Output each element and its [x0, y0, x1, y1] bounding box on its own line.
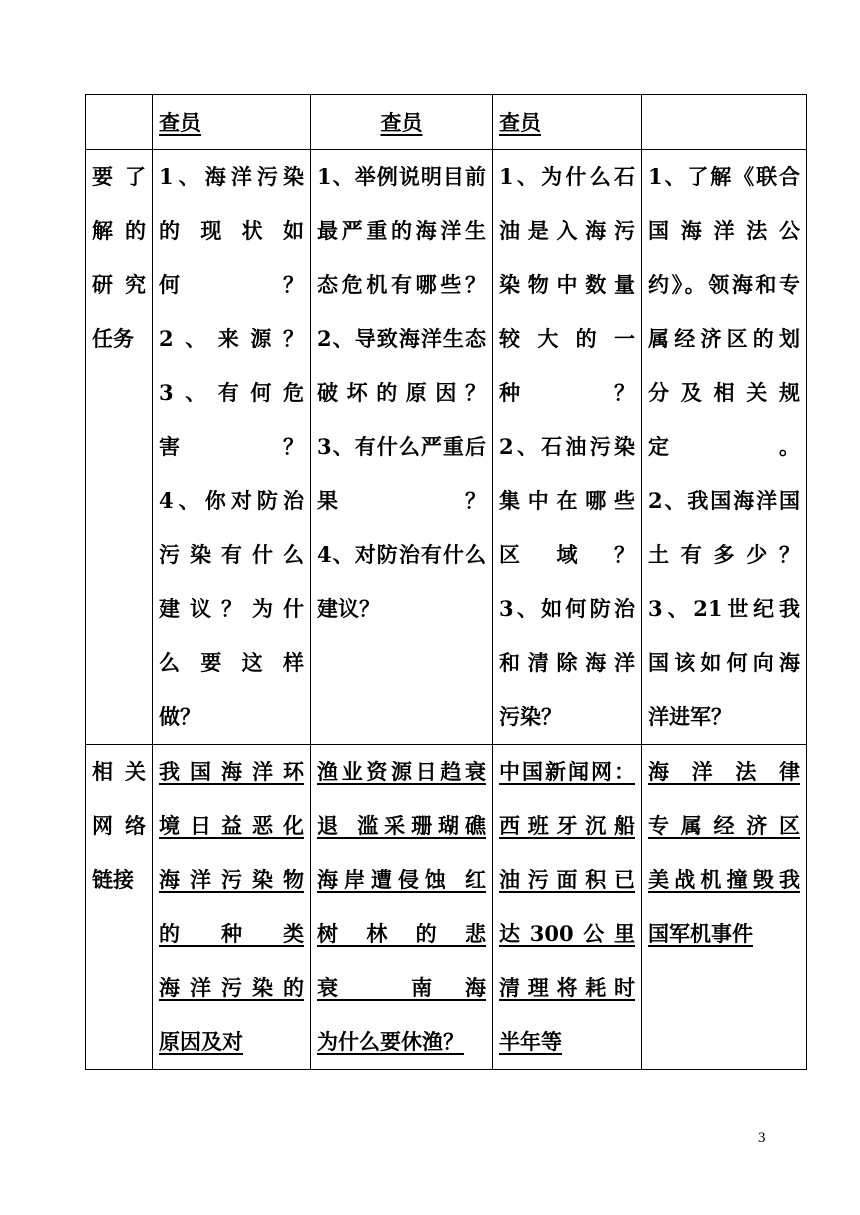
link-text[interactable]: 达300公里 [499, 921, 635, 946]
tasks-cell-col5 [642, 150, 807, 745]
text-line: 3、有什么严重后 [317, 434, 486, 459]
text-line: 破坏的原因？ [317, 380, 486, 405]
links-cell-col3[interactable] [311, 745, 493, 1070]
text-line: 建议？ [317, 596, 380, 621]
text-line: 土有多少？ [648, 542, 800, 567]
link-line[interactable] [317, 961, 486, 1015]
link-text[interactable]: 衰 南海 [317, 975, 486, 1000]
tasks-cell-col2 [153, 150, 311, 745]
text-line: 染物中数量 [499, 272, 635, 297]
links-row-label [86, 745, 153, 1070]
text-line: 和清除海洋 [499, 650, 635, 675]
text-line: 3、21世纪我 [648, 596, 800, 621]
link-text[interactable]: 海岸遭侵蚀 红 [317, 867, 486, 892]
link-line[interactable] [159, 799, 304, 853]
page-number: 3 [758, 1130, 766, 1146]
text-line: 解的 [92, 218, 146, 243]
link-line[interactable] [648, 907, 800, 961]
header-label: 查员 [159, 110, 201, 135]
link-line[interactable] [499, 799, 635, 853]
header-cell-5 [642, 95, 807, 150]
header-cell-3 [311, 95, 493, 150]
link-text[interactable]: 海洋污染物 [159, 867, 304, 892]
link-text[interactable]: 渔业资源日趋衰 [317, 759, 486, 784]
link-text[interactable]: 的种类 [159, 921, 304, 946]
link-text[interactable]: 海洋污染的 [159, 975, 304, 1000]
text-line: 分及相关规 [648, 380, 800, 405]
header-label: 查员 [499, 110, 541, 135]
link-line[interactable] [499, 1015, 635, 1069]
text-line: 最严重的海洋生 [317, 218, 486, 243]
link-line[interactable] [499, 853, 635, 907]
text-line: 1、为什么石 [499, 164, 635, 189]
text-line: 区域？ [499, 542, 635, 567]
text-line: 研究 [92, 272, 146, 297]
link-line[interactable] [159, 1015, 304, 1069]
text-line: 做？ [159, 704, 201, 729]
text-line: 3、如何防治 [499, 596, 635, 621]
text-line: 定。 [648, 434, 800, 459]
text-line: 网络 [92, 813, 146, 838]
text-line: 2、来源？ [159, 326, 304, 351]
link-line[interactable] [648, 853, 800, 907]
tasks-cell-col3 [311, 150, 493, 745]
link-text[interactable]: 树林的悲 [317, 921, 486, 946]
link-line[interactable] [499, 961, 635, 1015]
text-line: 2、我国海洋国 [648, 488, 800, 513]
text-line: 油是入海污 [499, 218, 635, 243]
link-text[interactable]: 专属经济区 [648, 813, 800, 838]
links-cell-col2[interactable] [153, 745, 311, 1070]
text-line: 国海洋法公 [648, 218, 800, 243]
header-row [86, 95, 807, 150]
links-row [86, 745, 807, 1070]
research-table [85, 94, 807, 1070]
text-line: 态危机有哪些？ [317, 272, 486, 297]
tasks-cell-col4 [493, 150, 642, 745]
text-line: 要了 [92, 164, 146, 189]
link-line[interactable] [317, 745, 486, 799]
text-line: 么要这样 [159, 650, 304, 675]
text-line: 果？ [317, 488, 486, 513]
link-text[interactable]: 中国新闻网： [499, 759, 635, 784]
text-line: 链接 [92, 867, 134, 892]
text-line: 集中在哪些 [499, 488, 635, 513]
link-line[interactable] [499, 907, 635, 961]
text-line: 建议？为什 [159, 596, 304, 621]
links-cell-col5[interactable] [642, 745, 807, 1070]
text-line: 害？ [159, 434, 304, 459]
link-line[interactable] [317, 799, 486, 853]
text-line: 3、有何危 [159, 380, 304, 405]
text-line: 洋进军？ [648, 704, 732, 729]
link-line[interactable] [499, 745, 635, 799]
link-text[interactable]: 我国海洋环 [159, 759, 304, 784]
link-line[interactable] [159, 907, 304, 961]
link-text[interactable]: 海洋法律 [648, 759, 800, 784]
text-line: 何？ [159, 272, 304, 297]
link-line[interactable] [159, 961, 304, 1015]
text-line: 2、导致海洋生态 [317, 326, 486, 351]
text-line: 4、你对防治 [159, 488, 304, 513]
text-line: 国该如何向海 [648, 650, 800, 675]
header-cell-1 [86, 95, 153, 150]
link-text[interactable]: 美战机撞毁我 [648, 867, 800, 892]
link-text[interactable]: 清理将耗时 [499, 975, 635, 1000]
text-line: 1、了解《联合 [648, 164, 800, 189]
link-text[interactable]: 国军机事件 [648, 921, 753, 946]
text-line: 2、石油污染 [499, 434, 635, 459]
link-text[interactable]: 退 滥采珊瑚礁 [317, 813, 486, 838]
header-cell-4 [493, 95, 642, 150]
link-line[interactable] [317, 907, 486, 961]
text-line: 的现状如 [159, 218, 304, 243]
link-text[interactable]: 半年等 [499, 1029, 562, 1054]
text-line: 任务 [92, 326, 134, 351]
header-cell-2 [153, 95, 311, 150]
tasks-row [86, 150, 807, 745]
link-text[interactable]: 为什么要休渔？ [317, 1029, 464, 1054]
link-line[interactable] [648, 745, 800, 799]
link-line[interactable] [159, 745, 304, 799]
link-text[interactable]: 油污面积已 [499, 867, 635, 892]
text-line: 种？ [499, 380, 635, 405]
header-label: 查员 [380, 110, 423, 135]
link-line[interactable] [317, 853, 486, 907]
link-line[interactable] [317, 1015, 486, 1069]
text-line: 约》。领海和专 [648, 272, 800, 297]
text-line: 属经济区的划 [648, 326, 800, 351]
text-line: 污染有什么 [159, 542, 304, 567]
text-line: 相关 [92, 759, 146, 784]
links-cell-col4[interactable] [493, 745, 642, 1070]
link-text[interactable]: 西班牙沉船 [499, 813, 635, 838]
link-line[interactable] [159, 853, 304, 907]
text-line: 1、海洋污染 [159, 164, 304, 189]
link-text[interactable]: 原因及对 [159, 1029, 243, 1054]
text-line: 1、举例说明目前 [317, 164, 486, 189]
text-line: 污染？ [499, 704, 562, 729]
link-text[interactable]: 境日益恶化 [159, 813, 304, 838]
tasks-row-label [86, 150, 153, 745]
link-line[interactable] [648, 799, 800, 853]
text-line: 4、对防治有什么 [317, 542, 486, 567]
text-line: 较大的一 [499, 326, 635, 351]
